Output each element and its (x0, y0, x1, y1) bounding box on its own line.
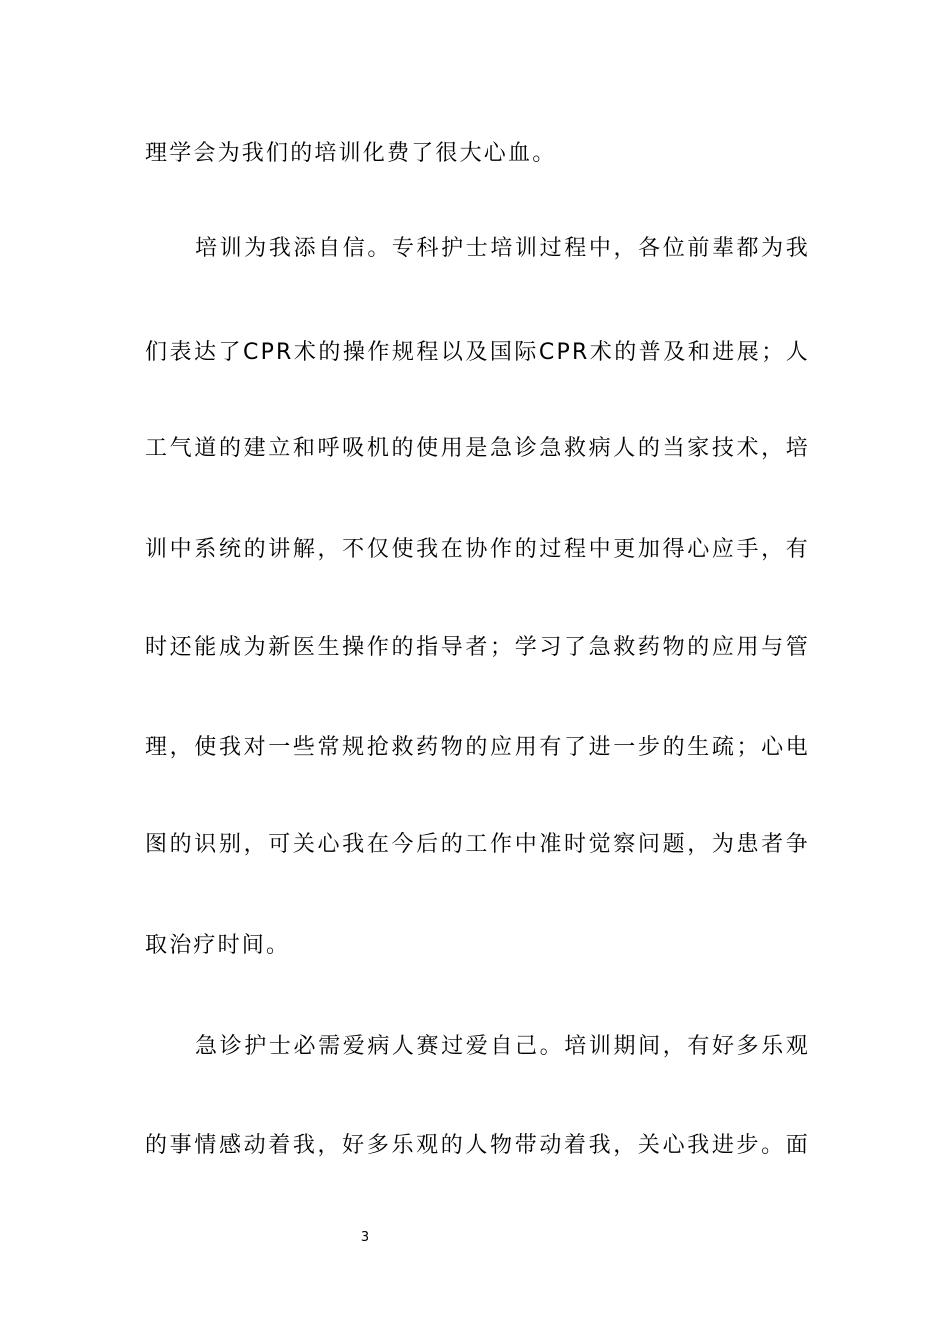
text-line-7: 理，使我对一些常规抢救药物的应用有了进一步的生疏；心电 (145, 735, 810, 760)
text-line-4: 工气道的建立和呼吸机的使用是急诊急救病人的当家技术，培 (145, 436, 810, 461)
text-line-3: 们表达了CPR术的操作规程以及国际CPR术的普及和进展；人 (145, 340, 810, 365)
page-number: 3 (360, 1230, 370, 1245)
text-line-9: 取治疗时间。 (145, 933, 291, 958)
text-line-2: 培训为我添自信。专科护士培训过程中，各位前辈都为我 (195, 236, 810, 261)
text-line-10: 急诊护士必需爱病人赛过爱自己。培训期间，有好多乐观 (195, 1034, 810, 1059)
text-line-6: 时还能成为新医生操作的指导者；学习了急救药物的应用与管 (145, 635, 810, 660)
text-line-5: 训中系统的讲解，不仅使我在协作的过程中更加得心应手，有 (145, 537, 810, 562)
text-line-1: 理学会为我们的培训化费了很大心血。 (145, 141, 557, 166)
text-line-11: 的事情感动着我，好多乐观的人物带动着我，关心我进步。面 (145, 1133, 810, 1158)
text-line-8: 图的识别，可关心我在今后的工作中准时觉察问题，为患者争 (145, 832, 810, 857)
